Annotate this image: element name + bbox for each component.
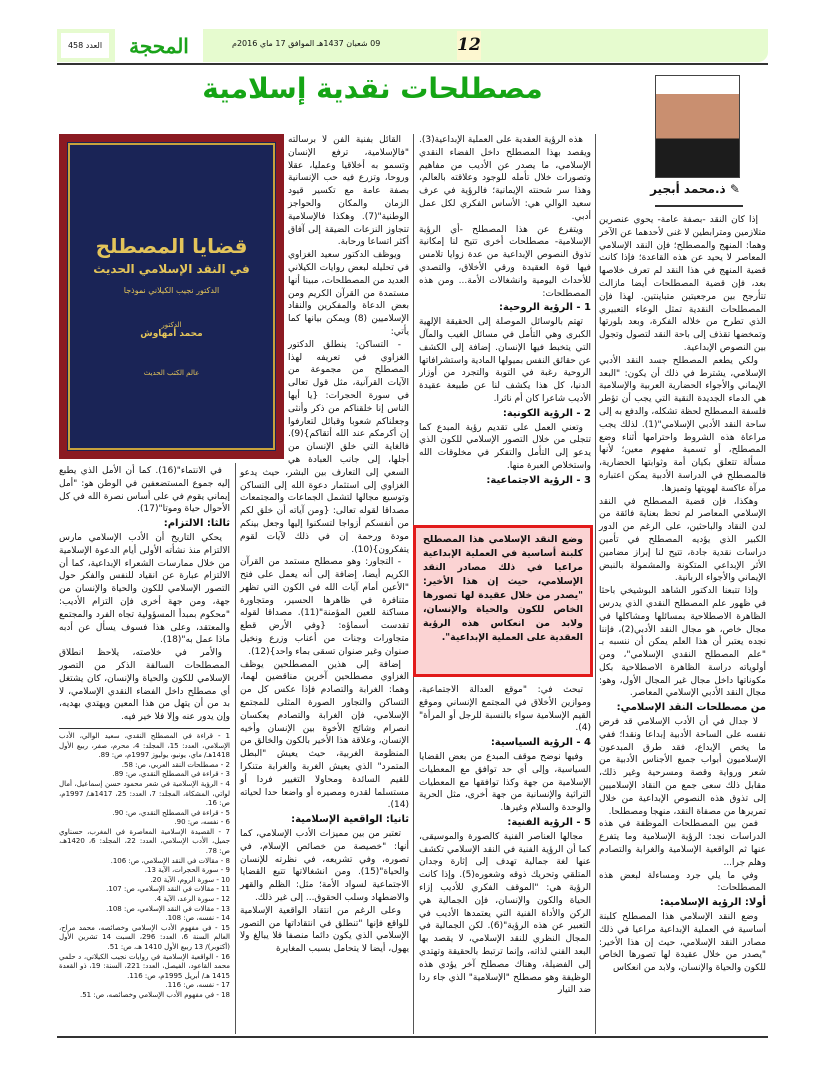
paragraph: في الانتماء"(16). كما أن الأمل الذي يطبع إليه جموع المستضعفين في الوطن هو: "أمل إيماني يقوم في على أساس نصرة الله في كل الأحوال حياة وموتا"(17). [59, 466, 230, 515]
paragraph: ويوظف الدكتور سعيد الغزاوي في تحليله لبعض روايات الكيلاني العديد من المصطلحات، مبينا أنها مستمدة من القرآن الكريم ومن بعض الدعاة والمفكرين والنقاد الإسلاميين (8) ويمكن بيانها كما يأتي: [288, 250, 409, 337]
header-divider [57, 63, 768, 65]
paragraph: وتعني العمل على تقديم رؤية المبدع كما تتجلى من خلال التصور الإسلامي للكون الذي يدعو إلى التأمل والتفكر في مخلوقات الله واستخلاص العبرة منها. [419, 422, 591, 471]
book-title: قضايا المصطلح [95, 234, 248, 258]
footnote: 3 - قراءة في المصطلح النقدي، ص: 89. [112, 770, 230, 779]
paragraph: وهكذا، فإن قضية المصطلح في النقد الإسلامي المعاصر لم تحظ بعناية فائقة من لدن النقاد والباحثين، على الرغم من الدور الكبير الذي يؤديه المصطلح في تأمين دراسات نقدية جادة، تتيح لنا إبراز مضامين الأثر الإبداعي المتكونة والمشمولة بالنبض الإيماني والأجواء الربانية. [599, 496, 766, 584]
paragraph: ويتفرع عن هذا المصطلح -أي الرؤية الإسلامية- مصطلحات أخرى تتيح لنا إمكانية تذوق النصوص الإبداعية من عدة زوايا تلامس فيها قوة العقيدة ورقي الأخلاق، والتصدي للأحداث اليومية وانشغالات الأمة... ومن هذه المصطلحات: [419, 224, 591, 299]
footnote: 15 - في مفهوم الأدب الإسلامي وخصائصه، محمد مراح، العالم السنة 6، العدد: 296، السبت 14 تشرين الأول (أكتوبر)/ 13 ربيع الأول 1410 هـ، ص: 51. [59, 923, 230, 951]
section-heading: ثالثا: الالتزام: [163, 518, 230, 530]
book-spacer [240, 134, 288, 466]
footnote: 18 - في مفهوم الأدب الإسلامي وخصائصه، ص: 51. [79, 990, 230, 999]
paragraph: فمن بين المصطلحات الموظفة في هذه الدراسات نجد: الرؤية الإسلامية وما يتفرع عنها ثم الواقعية الإسلامية والغرابة والتصادم وهلم جرا... [599, 819, 766, 868]
footnote: 8 - مقالات في النقد الإسلامي، ص: 106. [110, 856, 230, 865]
footnote: 10 - سورة الروم، الآية 20. [150, 875, 230, 884]
paragraph: - التجاور: وهو مصطلح مستمد من القرآن الكريم أيضا، إضافة إلى أنه يعمل على فتح "الأعين أمام آيات الله في الكون التي تظهر متنافرة في ظاهرها الحسير، ومتجاورة مساكنة للعين المؤمنة"(11). مصداقا لقوله تقدست أسماؤه: {وفي الأرض قطع متجاورات وجنات من أعناب وزرع ونخيل صنوان وغير صنوان تسقى بماء واحد}(12). [240, 557, 409, 657]
section-heading: 2 - الرؤية الكونية: [502, 407, 591, 419]
paragraph: تعتبر من بين مميزات الأدب الإسلامي، كما أنها: "خصيصة من خصائص الإسلام، في تصوره، وفي تشريعه، في نظرته للإنسان والحياة"(15). ومن انشغالاتها تتبع القضايا الاجتماعية لسواد الأمة؛ مثل: الظلم والقهر والاضطهاد وسلب الحقوق... إلى غير ذلك. [240, 829, 409, 904]
paragraph: وعلى الرغم من انتقاد الواقعية الإسلامية للواقع فإنها "تنطلق في انتقاداتها من التصور الإسلامي الذي يكون دائما منصفا فلا يبالغ ولا يهول، أيضا لا يتحامل بسبب المغايرة [240, 905, 409, 955]
book-subtitle: في النقد الإسلامي الحديث [93, 262, 250, 276]
article-title: مصطلحات نقدية إسلامية [202, 72, 543, 105]
footnote: 11 - مقالات في النقد الإسلامي، ص: 107. [106, 885, 230, 894]
footnote: 17 - نفسه، ص: 116. [165, 981, 230, 990]
paragraph: وفي ما يلي جرد ومساءلة لبعض هذه المصطلحات: [599, 870, 766, 894]
paragraph: القائل بفنية الفن لا برسالته "فالإسلامية، ترفع الإنسان وتسمو به أخلاقيا وعمليا، عقلا وروحا، وتزرع فيه حب الإنسانية بصفة عامة مع تكسير قيود الزمان والمكان والحواجز الوطنية"(7). وهكذا فالإسلامية تتجاوز النزعات الضيقة إلى آفاق أكثر اتساعا ورحابة. [288, 135, 409, 248]
author-byline: ✎ ذ.محمد أبجير [650, 182, 740, 196]
section-heading: 1 - الرؤية الروحية: [499, 302, 591, 314]
footnotes [59, 728, 230, 1001]
paragraph: وإذا تتبعنا الدكتور الشاهد البوشيخي باحثا في ظهور علم المصطلح النقدي الذي يدرس الظاهرة الاصطلاحية بمسائلها ومشاكلها في مجال خاص، هو مجال النقد الأدبي(2)، فإننا نجده يعتبر أن هذا العلم يمكن أن ننسبه بـ "علم المصطلح النقدي الإسلامي"، ومن أولوياته دراسة الظاهرة الاصطلاحية بكل مكوناتها داخل مجال غير المجال الأول، وهو: مجال النقد الأدبي الإسلامي المعاصر. [599, 586, 766, 699]
byline-divider [655, 205, 743, 207]
footnote: 6 - نفسه، ص: 90. [174, 818, 230, 827]
section-heading: 3 - الرؤية الاجتماعية: [486, 474, 591, 486]
footnote: 4 - الرؤية الإسلامية في شعر محمود حسن إسماعيل، أمال لواتي، المشكاة، المجلد: 7، العدد: 25، 1417هـ/ 1997م، ص: 16. [59, 779, 231, 808]
issue-date: 09 شعبان 1437هـ الموافق 17 ماي 2016م [232, 39, 381, 48]
author-photo [655, 75, 740, 178]
page-header [57, 29, 768, 62]
article-column-3 [240, 134, 409, 956]
paragraph: تبحث في: "موقع العدالة الاجتماعية، وموازين الأخلاق في المجتمع الإنساني وموقع القيم الإسلامية سواء بالنسبة للرجل أو المرأة"(4). [419, 685, 591, 734]
paragraph: لا جدال في أن الأدب الإسلامي قد فرض نفسه على الساحة الأدبية إبداعا ونقدا؛ ففي ما يخص الإبداع، فقد طرق المبدعون الإسلاميون أبواب جميع الأجناس الأدبية من شعر ورواية وقصة ومسرحية وغير ذلك، مقابل ذلك سعى جمع من النقاد الإسلاميين إلى تذوق هذه النصوص الإبداعية من خلال تمريرها من مصفاة النقد، منهجا ومصطلحا. [599, 717, 766, 817]
paragraph: يحكي التاريخ أن الأدب الإسلامي مارس الالتزام منذ نشأته الأولى أيام الدعوة الإسلامية من خلال ممارسات الشعراء الإبداعية، كما أن الالتزام عبارة عن انقياد للنفس والفكر حول التصور الإسلامي للكون والحياة والإنسان من جهة، ومن جهة أخرى فإن التزام الأديب: "محكوم بمبدأ المسؤولية تجاه الفرد والمجتمع والمعتقد، وعلى هذا فسوف يسأل عن أدبه ماذا عمل به"(18). [59, 532, 230, 646]
book-subtitle2: الدكتور نجيب الكيلاني نموذجا [123, 286, 220, 295]
page-number: 12 [457, 31, 481, 60]
article-column-1 [599, 214, 766, 975]
paragraph: وفيها نوضح موقف المبدع من بعض القضايا السياسية، وإلى أي حد توافق مع المعطيات الإسلامية من جهة وكذا توافقها مع المعطيات التراثية والإنسانية من جهة أخرى، مثل الحرية والوحدة والسلام وغيرها. [419, 751, 591, 814]
section-heading: 5 - الرؤية الفنية: [507, 816, 591, 828]
footnote: 1 - قراءة في المصطلح النقدي، سعيد الوالي، الأدب الإسلامي، العدد: 15، المجلد: 4، محرم، صفر، ربيع الأول 1418هـ/ ماي، يونيو، يوليوز 1997م، ص: 89. [59, 731, 231, 760]
section-heading: ثانيا: الواقعية الإسلامية: [291, 814, 409, 826]
paragraph: والأمر في خلاصته، يلاحظ انطلاق المصطلحات السالفة الذكر من التصور الإسلامي للكون والحياة والإنسان، كان يشتغل أي مصطلح داخل الفضاء النقدي الإسلامي، لا بد من أن يتهل من هذا المعين ويهتدي بهديه، وإن يدور عنه وإلا فلا خير فيه. [59, 648, 230, 723]
section-heading: 4 - الرؤية السياسية: [490, 737, 591, 749]
paragraph: إذا كان النقد -بصفة عامة- يحوي عنصرين متلازمين ومترابطين لا غنى لأحدهما عن الآخر وهما: المنهج والمصطلح؛ فإن النقد الإسلامي المعاصر لا يحيد عن هذه القاعدة؛ فإذا كانت قضية المنهج في هذا النقد لم تعرف خلاصها بعد، فإن قضية المصطلحات أيضا مازالت تتأرجح بين مرجعيتين متباينتين. لهذا فإن المصطلحات النقدية تمثل الوعاء التعبيري الذي تطرح من خلاله الفكرة، وبعد بلورتها وتمخضها تقذف إلى باحة النقد لتصول وتجول بين النصوص الإبداعية. [599, 215, 766, 353]
footnote: 12 - سورة الرعد، الآية 4. [154, 895, 230, 904]
article-column-2-bottom [419, 684, 591, 997]
paragraph: تهتم بالوسائل الموصلة إلى الحقيقة الإلهية الكبرى وهي التأمل في مسائل الغيب والمآل التي يتخبط فيها الإنسان. إضافة إلى الكشف عن حقائق النفس بميولها المادية واستشرافاتها الروحية رغبة في التوبة والتجرد من أوزار الدنيا، كل هذا يكشف لنا عن طبيعة عقيدة الأديب شاعرا كان أم ناثرا. [419, 317, 591, 404]
article-column-4 [59, 465, 230, 1001]
author-name: ذ.محمد أبجير [650, 182, 726, 196]
issue-number: العدد 458 [61, 33, 109, 58]
footer-divider [57, 1036, 768, 1038]
paragraph: هذه الرؤية العقدية على العملية الإبداعية(3). ويقصد بهذا المصطلح داخل الفضاء النقدي الإسلامي، ما يصدر عن الأديب من مفاهيم وتصورات خلال تأمله للوجود وعلاقته بالعالم، وهذا سر شحنته الإيمانية؛ فالرؤية في عرف سعيد الوالي هي: الأساس الفكري لكل عمل أدبي. [419, 135, 591, 222]
footnote: 9 - سورة الحجرات، الآية 13. [144, 866, 230, 875]
paragraph: - التساكن: ينطلق الدكتور الغزاوي في تعريفه لهذا المصطلح من مجموعة من الآيات القرآنية، مثل قول تعالى في سورة الحجرات: {يا أيها الناس إنا خلقناكم من ذكر وأنثى وجعلناكم شعوبا وقبائل لتعارفوا إن أكرمكم عند الله أتقاكم}(9). فالغاية التي خلق الإنسان من أجلها، إلى جانب العبادة هي السعي إلى التعارف بين البشر، حيث يدعو الغزاوي إلى استثمار دعوة الله إلى التساكن وتوسيع مجالها لتشمل الجماعات والمجتمعات مصداقا لقوله تعالى: {ومن آياته أن خلق لكم من أنفسكم أزواجا لتسكنوا إليها وجعل بينكم مودة ورحمة إن في ذلك لآيات لقوم يتفكرون}(10). [240, 339, 409, 555]
section-heading: من مصطلحات النقد الإسلامي: [616, 702, 766, 714]
footnote: 13 - مقالات في النقد الإسلامي، ص: 108. [106, 904, 230, 913]
pull-quote: وضع النقد الإسلامي هذا المصطلح كلبنة أساسية في العملية الإبداعية مراعيا في ذلك مصادر النقد الإسلامي، حيث إن هذا الأخير: "يصدر من خلال عقيدة لها تصورها الخاص للكون والحياة والإنسان، ولابد من انعكاس هذه الرؤية العقدية على العملية الإبداعية". [413, 525, 593, 677]
paragraph: إضافة إلى هذين المصطلحين يوظف الغزاوي مصطلحين آخرين مناقضين لهما، وهما: الغرابة والتصادم فإذا عكس كل من التساكن والتجاور الصورة المثلى للمجتمع الإسلامي، فإن الغرابة والتصادم يعكسان انصرام وشائج الأخوة بين الإنسان وأخيه الإنسان، وعلاقة هذا الأخير بالكون والخالق من المنظومة الغربية، حيث يعيش "البطل المتمرد" الذي يعيش الغربة والغرابة متنكرا للقيم السائدة ومحاولا التغيير فردا أو مستسلما لقدره ومصيره أو واضعا حدا لحياته (14). [240, 659, 409, 811]
paragraph: مجالها العناصر الفنية كالصورة والموسيقى، كما أن الرؤية الفنية في النقد الإسلامي تكشف عنها لغة جمالية تهدف إلى إثارة وجدان المتلقي وتحريك ذوقه وشعوره(5). وإذا كانت الرؤية هي: "الموقف الفكري للأديب إزاء الحياة والكون والإنسان، فإن الجمالية هي الركن والأداة الفنية التي يعتمدها الأديب في التعبير عن هذه الرؤية"(6). لكن الجمالية في المجال النظري للنقد الإسلامي، لا يقصد بها البعد الفني لذاته، وإنما ترتبط بالحقيقة وتهتدي إلى الفضيلة، وهناك مصطلح آخر يؤدي هذه الوظيفة وهو مصطلح "الإسلامية" الذي جاء ردا ضد التيار [419, 831, 591, 996]
footnote: 7 - القصيدة الإسلامية المعاصرة في المغرب، حسناوي جميل، الأدب الإسلامي، العدد: 22، المجلد: 6، 1420هـ، ص: 78. [59, 827, 231, 856]
column-divider [235, 463, 236, 1034]
newspaper-logo: المحجة [115, 29, 203, 62]
footnote: 2 - مصطلحات النقد العربي، ص: 58. [121, 760, 230, 769]
footnote: 5 - قراءة في المصطلح النقدي، ص: 90. [112, 808, 230, 817]
book-publisher: عالم الكتب الحديث [143, 369, 200, 377]
book-author-label: الدكتور [161, 321, 182, 329]
footnote: 16 - الواقعية الإسلامية في روايات نجيب الكيلاني، د حلمي محمد القاعود، الفيصل، العدد: 221، السنة: 19، ذو القعدة 1415 هـ/ أبريل 1995م، ص: 116. [59, 952, 231, 980]
book-author: محمد أمهاوش [140, 329, 203, 339]
footnote: 14 - نفسه، ص: 108. [165, 914, 230, 923]
column-divider [595, 134, 596, 1034]
paragraph: ولكي يطعم المصطلح جسد النقد الأدبي الإسلامي، يشترط في ذلك أن يكون: "البعد الإيماني والأجواء الحضارية العربية والإسلامية هي الدماء الجديدة النقية التي يجب أن تؤطر فلسفة المصطلح لحظة تشكله، والدفع به إلى ساحة النقد الأدبي الإسلامي"(1). لذلك يجب مراعاة هذه الشروط واحترامها أثناء وضع المصطلح، أو تسمية مفهوم معين؛ لأنها مسألة تتعلق بكيان أمة وثوابتها الحضارية، فالمصطلح في الدراسة الأدبية يمكن اعتباره مرآة عاكسة لهويتها وتميزها. [599, 355, 766, 494]
section-heading: أولا: الرؤية الإسلامية: [659, 897, 766, 909]
paragraph: وضع النقد الإسلامي هذا المصطلح كلبنة أساسية في العملية الإبداعية مراعيا في ذلك مصادر النقد الإسلامي، حيث إن هذا الأخير: "يصدر من خلال عقيدة لها تصورها الخاص للكون والحياة والإنسان، ولابد من انعكاس [599, 912, 766, 974]
article-column-2-top [419, 134, 591, 489]
